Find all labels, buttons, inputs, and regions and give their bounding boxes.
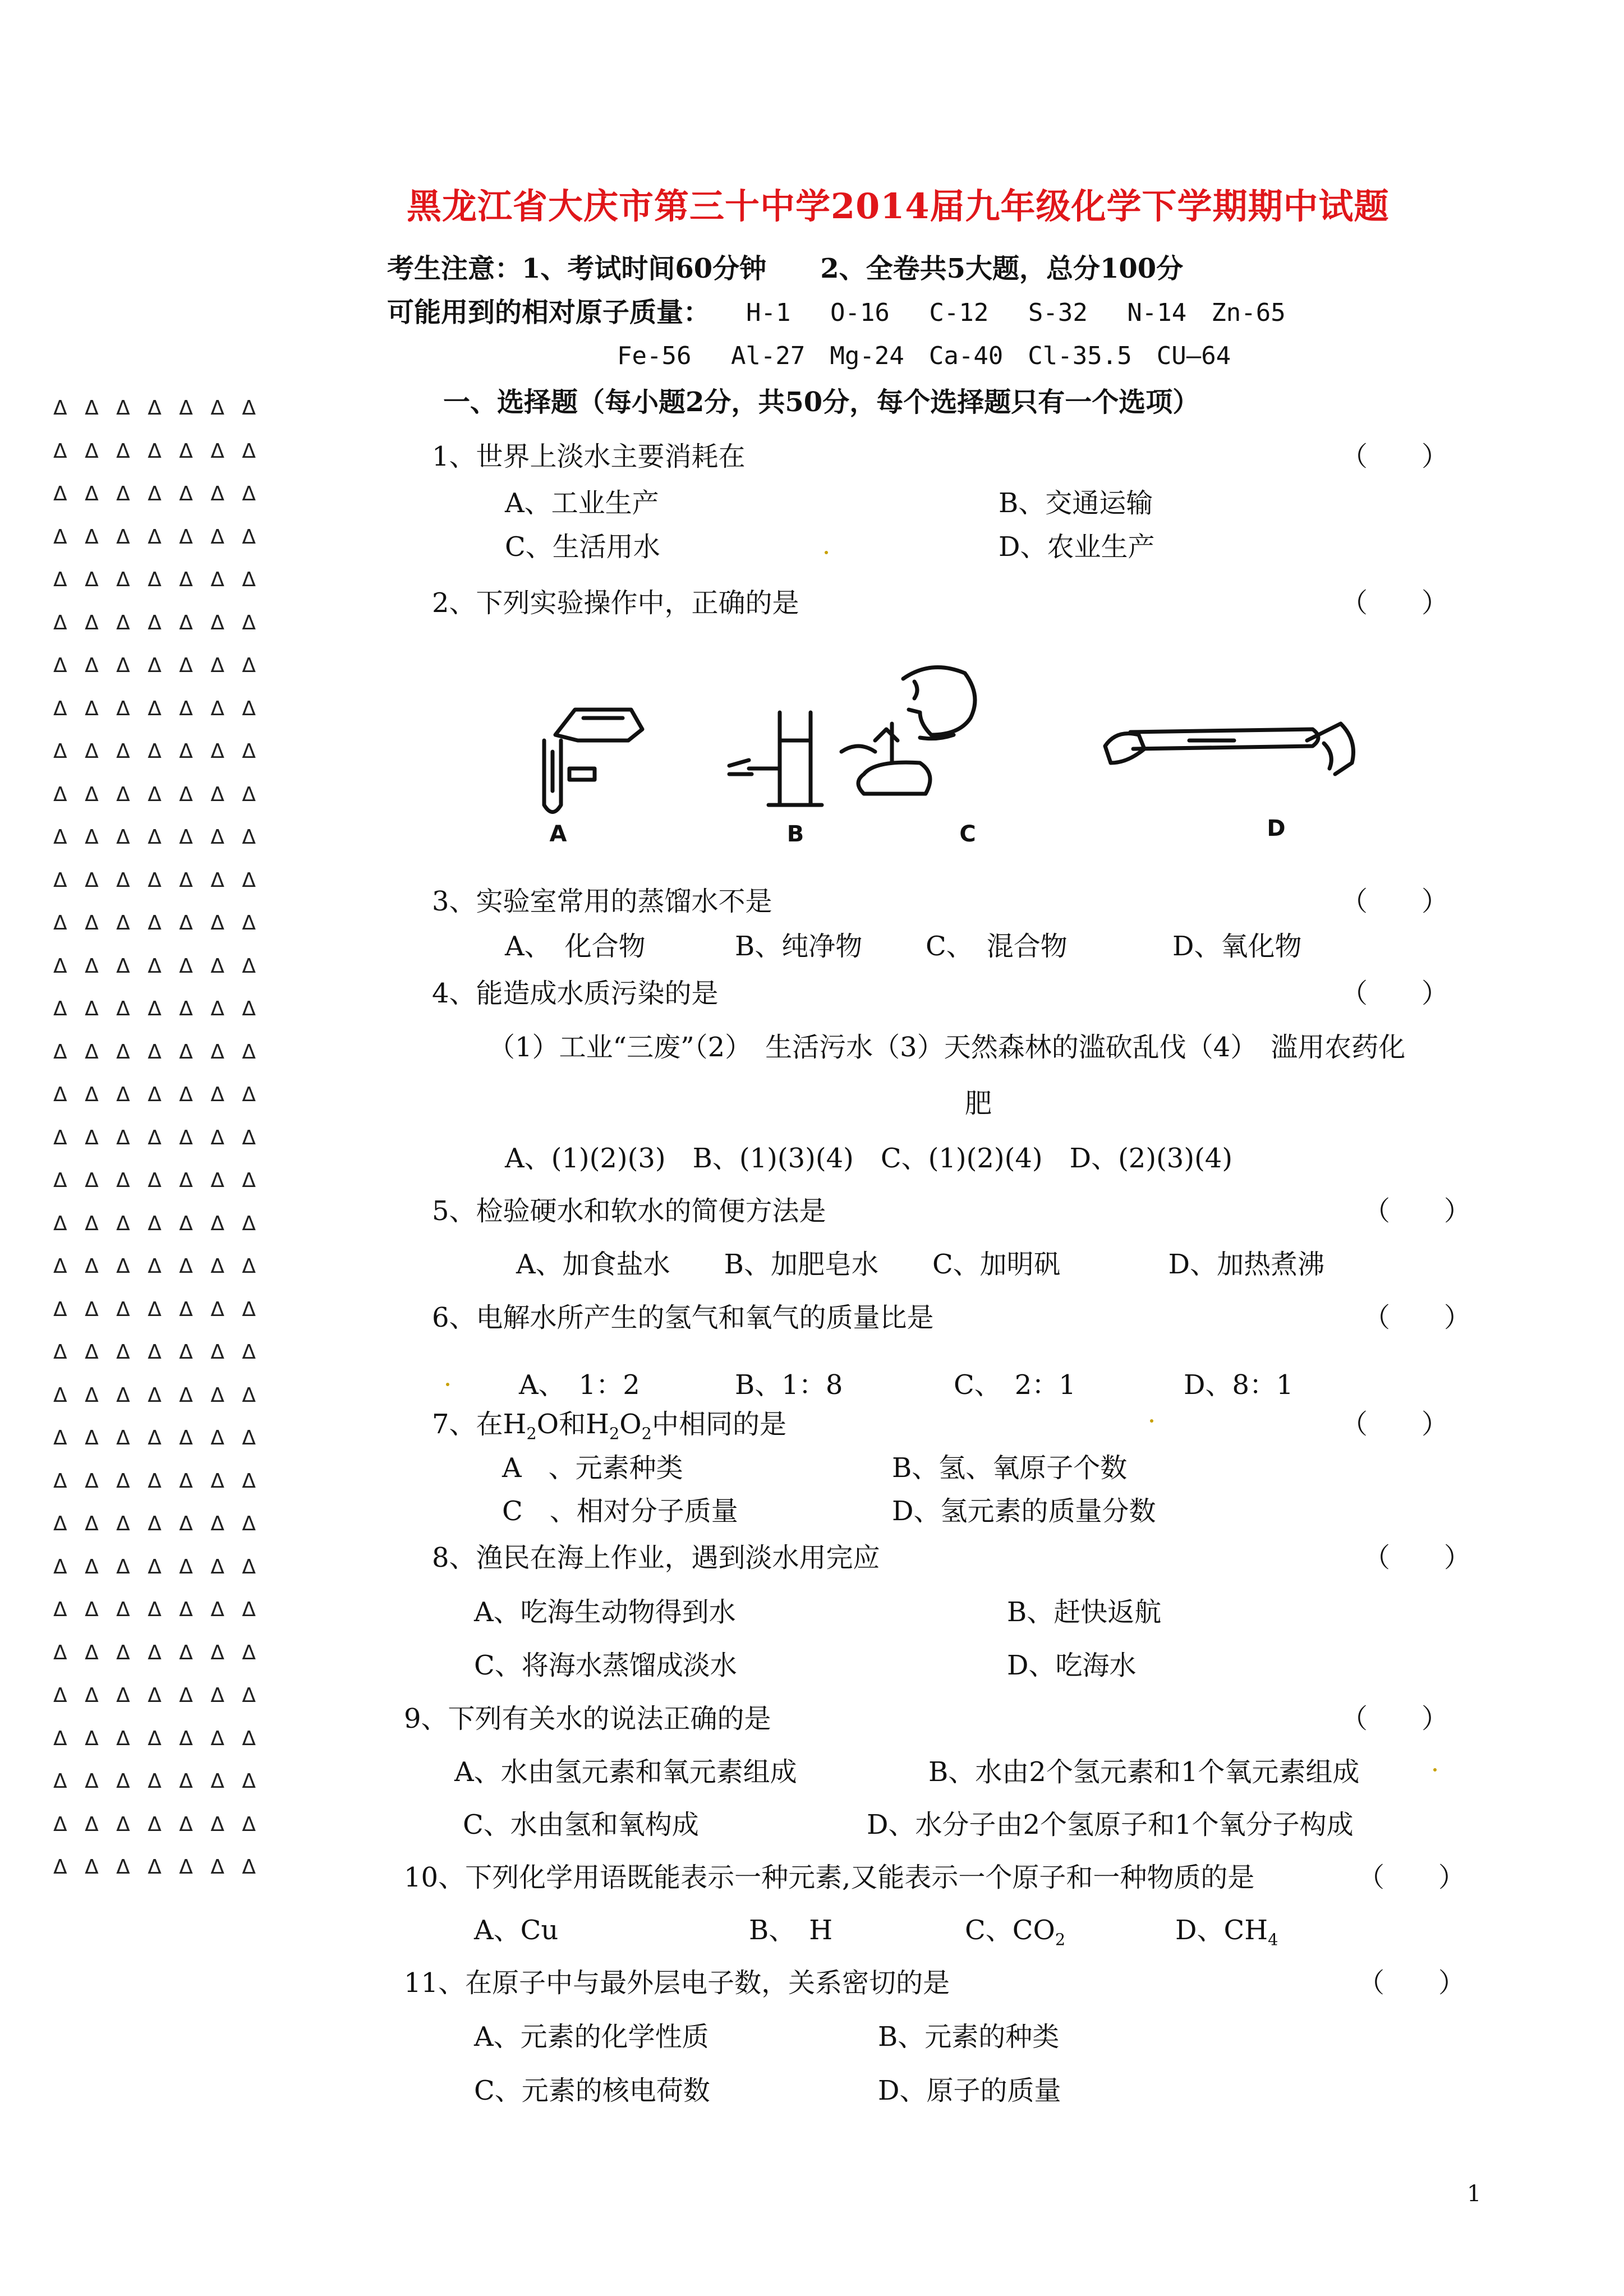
q8-option-d: D、吃海水 [1007, 1650, 1137, 1681]
q9-option-d: D、水分子由2个氢原子和1个氧分子构成 [867, 1809, 1354, 1841]
answer-blank-3[interactable]: （ ） [1341, 886, 1449, 917]
q5-options: A、加食盐水 B、加肥皂水 C、加明矾 D、加热煮沸 [516, 1249, 1325, 1280]
stray-dot [1150, 1419, 1153, 1423]
figure-label-c: C [959, 821, 976, 847]
q4-options: A、(1)(2)(3) B、(1)(3)(4) C、(1)(2)(4) D、(2)(3)(4) [505, 1143, 1233, 1174]
q1-option-c: C、生活用水 [505, 531, 660, 563]
answer-blank-9[interactable]: （ ） [1341, 1703, 1449, 1734]
question-6-stem: 6、电解水所产生的氢气和氧气的质量比是 [432, 1302, 934, 1333]
triangle-row: Δ Δ Δ Δ Δ Δ Δ [53, 1641, 262, 1664]
answer-blank-2[interactable]: （ ） [1341, 587, 1449, 619]
q3-option-b: B、纯净物 [735, 931, 863, 962]
triangle-row: Δ Δ Δ Δ Δ Δ Δ [53, 1169, 262, 1192]
triangle-row: Δ Δ Δ Δ Δ Δ Δ [53, 1684, 262, 1707]
q11-option-c: C、元素的核电荷数 [474, 2075, 710, 2106]
q3-option-c: C、 混合物 [926, 931, 1068, 962]
q7-option-a: A 、元素种类 [502, 1452, 683, 1484]
q8-option-a: A、吃海生动物得到水 [474, 1596, 736, 1628]
figure-label-b: B [786, 821, 804, 847]
triangle-row: Δ Δ Δ Δ Δ Δ Δ [53, 826, 262, 849]
answer-blank-10[interactable]: （ ） [1358, 1862, 1466, 1893]
binding-margin-triangles [53, 387, 278, 1889]
q8-option-c: C、将海水蒸馏成淡水 [474, 1650, 737, 1681]
page-title: 黑龙江省大庆市第三十中学2014届九年级化学下学期期中试题 [407, 186, 1390, 227]
answer-blank-6[interactable]: （ ） [1363, 1302, 1471, 1333]
triangle-row: Δ Δ Δ Δ Δ Δ Δ [53, 1727, 262, 1750]
q3-option-d: D、氧化物 [1172, 931, 1302, 962]
q1-option-b: B、交通运输 [999, 487, 1153, 519]
triangle-row: Δ Δ Δ Δ Δ Δ Δ [53, 1383, 262, 1407]
q10-option-d: D、$CH_4$ [1175, 1915, 1278, 1949]
q7-option-b: B、氢、氧原子个数 [892, 1452, 1128, 1484]
q7-option-d: D、氢元素的质量分数 [892, 1496, 1156, 1527]
triangle-row: Δ Δ Δ Δ Δ Δ Δ [53, 654, 262, 677]
q10-option-a: A、Cu [474, 1915, 559, 1946]
triangle-row: Δ Δ Δ Δ Δ Δ Δ [53, 397, 262, 420]
q4-statement-line-1: （1）工业“三废”（2） 生活污水（3）天然森林的滥砍乱伐（4） 滥用农药化 [488, 1032, 1406, 1063]
triangle-row: Δ Δ Δ Δ Δ Δ Δ [53, 740, 262, 763]
triangle-row: Δ Δ Δ Δ Δ Δ Δ [53, 1856, 262, 1879]
triangle-row: Δ Δ Δ Δ Δ Δ Δ [53, 868, 262, 892]
atomic-mass-row-2: Fe-56 Al-27 Mg-24 Ca-40 Cl-35.5 CU—64 [617, 342, 1231, 370]
triangle-row: Δ Δ Δ Δ Δ Δ Δ [53, 1083, 262, 1106]
q10-option-c: C、$CO_2$ [965, 1915, 1066, 1949]
q1-option-d: D、农业生产 [999, 531, 1155, 563]
question-5-stem: 5、检验硬水和软水的简便方法是 [432, 1195, 826, 1227]
triangle-row: Δ Δ Δ Δ Δ Δ Δ [53, 1255, 262, 1278]
figure-c-sniffing-illustration [841, 668, 975, 794]
q8-option-b: B、赶快返航 [1007, 1596, 1162, 1628]
atomic-mass-row-1: H-1 O-16 C-12 S-32 N-14 Zn-65 [746, 298, 1286, 327]
triangle-row: Δ Δ Δ Δ Δ Δ Δ [53, 1598, 262, 1621]
triangle-row: Δ Δ Δ Δ Δ Δ Δ [53, 783, 262, 806]
figure-label-a: A [549, 821, 567, 847]
triangle-row: Δ Δ Δ Δ Δ Δ Δ [53, 1812, 262, 1836]
q9-option-a: A、水由氢元素和氧元素组成 [454, 1756, 797, 1788]
triangle-row: Δ Δ Δ Δ Δ Δ Δ [53, 568, 262, 591]
stray-dot [825, 551, 828, 554]
q6-option-a: A、 1：2 [519, 1369, 640, 1401]
q6-option-d: D、8：1 [1184, 1369, 1294, 1401]
q9-option-c: C、水由氢和氧构成 [463, 1809, 699, 1841]
triangle-row: Δ Δ Δ Δ Δ Δ Δ [53, 1212, 262, 1235]
triangle-row: Δ Δ Δ Δ Δ Δ Δ [53, 1555, 262, 1579]
question-4-stem: 4、能造成水质污染的是 [432, 978, 719, 1009]
page-number: 1 [1467, 2181, 1482, 2207]
atomic-mass-label: 可能用到的相对原子质量： [387, 297, 711, 328]
answer-blank-8[interactable]: （ ） [1363, 1542, 1471, 1573]
exam-notice: 考生注意：1、考试时间60分钟 2、全卷共5大题，总分100分 [387, 253, 1184, 284]
lab-operations-figure [527, 656, 1425, 847]
question-3-stem: 3、实验室常用的蒸馏水不是 [432, 886, 772, 917]
q7-option-c: C 、相对分子质量 [502, 1496, 738, 1527]
stray-dot [446, 1383, 449, 1386]
question-10-stem: 10、下列化学用语既能表示一种元素,又能表示一个原子和一种物质的是 [404, 1862, 1255, 1893]
figure-a-pouring-illustration [544, 710, 642, 812]
q6-option-c: C、 2：1 [954, 1369, 1076, 1401]
q10-option-b: B、 H [749, 1915, 833, 1946]
triangle-row: Δ Δ Δ Δ Δ Δ Δ [53, 1512, 262, 1535]
triangle-row: Δ Δ Δ Δ Δ Δ Δ [53, 482, 262, 505]
triangle-row: Δ Δ Δ Δ Δ Δ Δ [53, 1427, 262, 1450]
figure-b-cylinder-illustration [729, 712, 822, 805]
figure-d-test-tube-illustration [1105, 724, 1354, 774]
q11-option-b: B、元素的种类 [878, 2021, 1060, 2053]
stray-dot [1433, 1768, 1437, 1772]
question-7-stem: 7、在$H_2O$和$H_2O_2$中相同的是 [432, 1409, 786, 1443]
q1-option-a: A、工业生产 [505, 487, 659, 519]
triangle-row: Δ Δ Δ Δ Δ Δ Δ [53, 1770, 262, 1793]
answer-blank-7[interactable]: （ ） [1341, 1409, 1449, 1440]
figure-label-d: D [1267, 816, 1286, 841]
triangle-row: Δ Δ Δ Δ Δ Δ Δ [53, 1040, 262, 1064]
triangle-row: Δ Δ Δ Δ Δ Δ Δ [53, 525, 262, 549]
triangle-row: Δ Δ Δ Δ Δ Δ Δ [53, 439, 262, 463]
answer-blank-1[interactable]: （ ） [1341, 441, 1449, 472]
section-heading: 一、选择题（每小题2分，共50分，每个选择题只有一个选项） [443, 386, 1200, 418]
triangle-row: Δ Δ Δ Δ Δ Δ Δ [53, 997, 262, 1020]
question-9-stem: 9、下列有关水的说法正确的是 [404, 1703, 771, 1734]
triangle-row: Δ Δ Δ Δ Δ Δ Δ [53, 611, 262, 634]
question-11-stem: 11、在原子中与最外层电子数，关系密切的是 [404, 1967, 950, 1999]
q3-option-a: A、 化合物 [505, 931, 646, 962]
answer-blank-4[interactable]: （ ） [1341, 978, 1449, 1009]
triangle-row: Δ Δ Δ Δ Δ Δ Δ [53, 1341, 262, 1364]
question-1-stem: 1、世界上淡水主要消耗在 [432, 441, 746, 472]
q4-statement-line-2: 肥 [965, 1088, 992, 1119]
triangle-row: Δ Δ Δ Δ Δ Δ Δ [53, 912, 262, 935]
q9-option-b: B、水由2个氢元素和1个氧元素组成 [928, 1756, 1360, 1788]
q11-option-a: A、元素的化学性质 [474, 2021, 709, 2053]
triangle-row: Δ Δ Δ Δ Δ Δ Δ [53, 1469, 262, 1493]
triangle-row: Δ Δ Δ Δ Δ Δ Δ [53, 954, 262, 978]
q6-option-b: B、1：8 [735, 1369, 843, 1401]
triangle-row: Δ Δ Δ Δ Δ Δ Δ [53, 1297, 262, 1321]
answer-blank-5[interactable]: （ ） [1363, 1195, 1471, 1227]
q11-option-d: D、原子的质量 [878, 2075, 1061, 2106]
question-2-stem: 2、下列实验操作中，正确的是 [432, 587, 799, 619]
answer-blank-11[interactable]: （ ） [1358, 1967, 1466, 1999]
triangle-row: Δ Δ Δ Δ Δ Δ Δ [53, 1126, 262, 1149]
question-8-stem: 8、渔民在海上作业，遇到淡水用完应 [432, 1542, 880, 1573]
triangle-row: Δ Δ Δ Δ Δ Δ Δ [53, 697, 262, 720]
